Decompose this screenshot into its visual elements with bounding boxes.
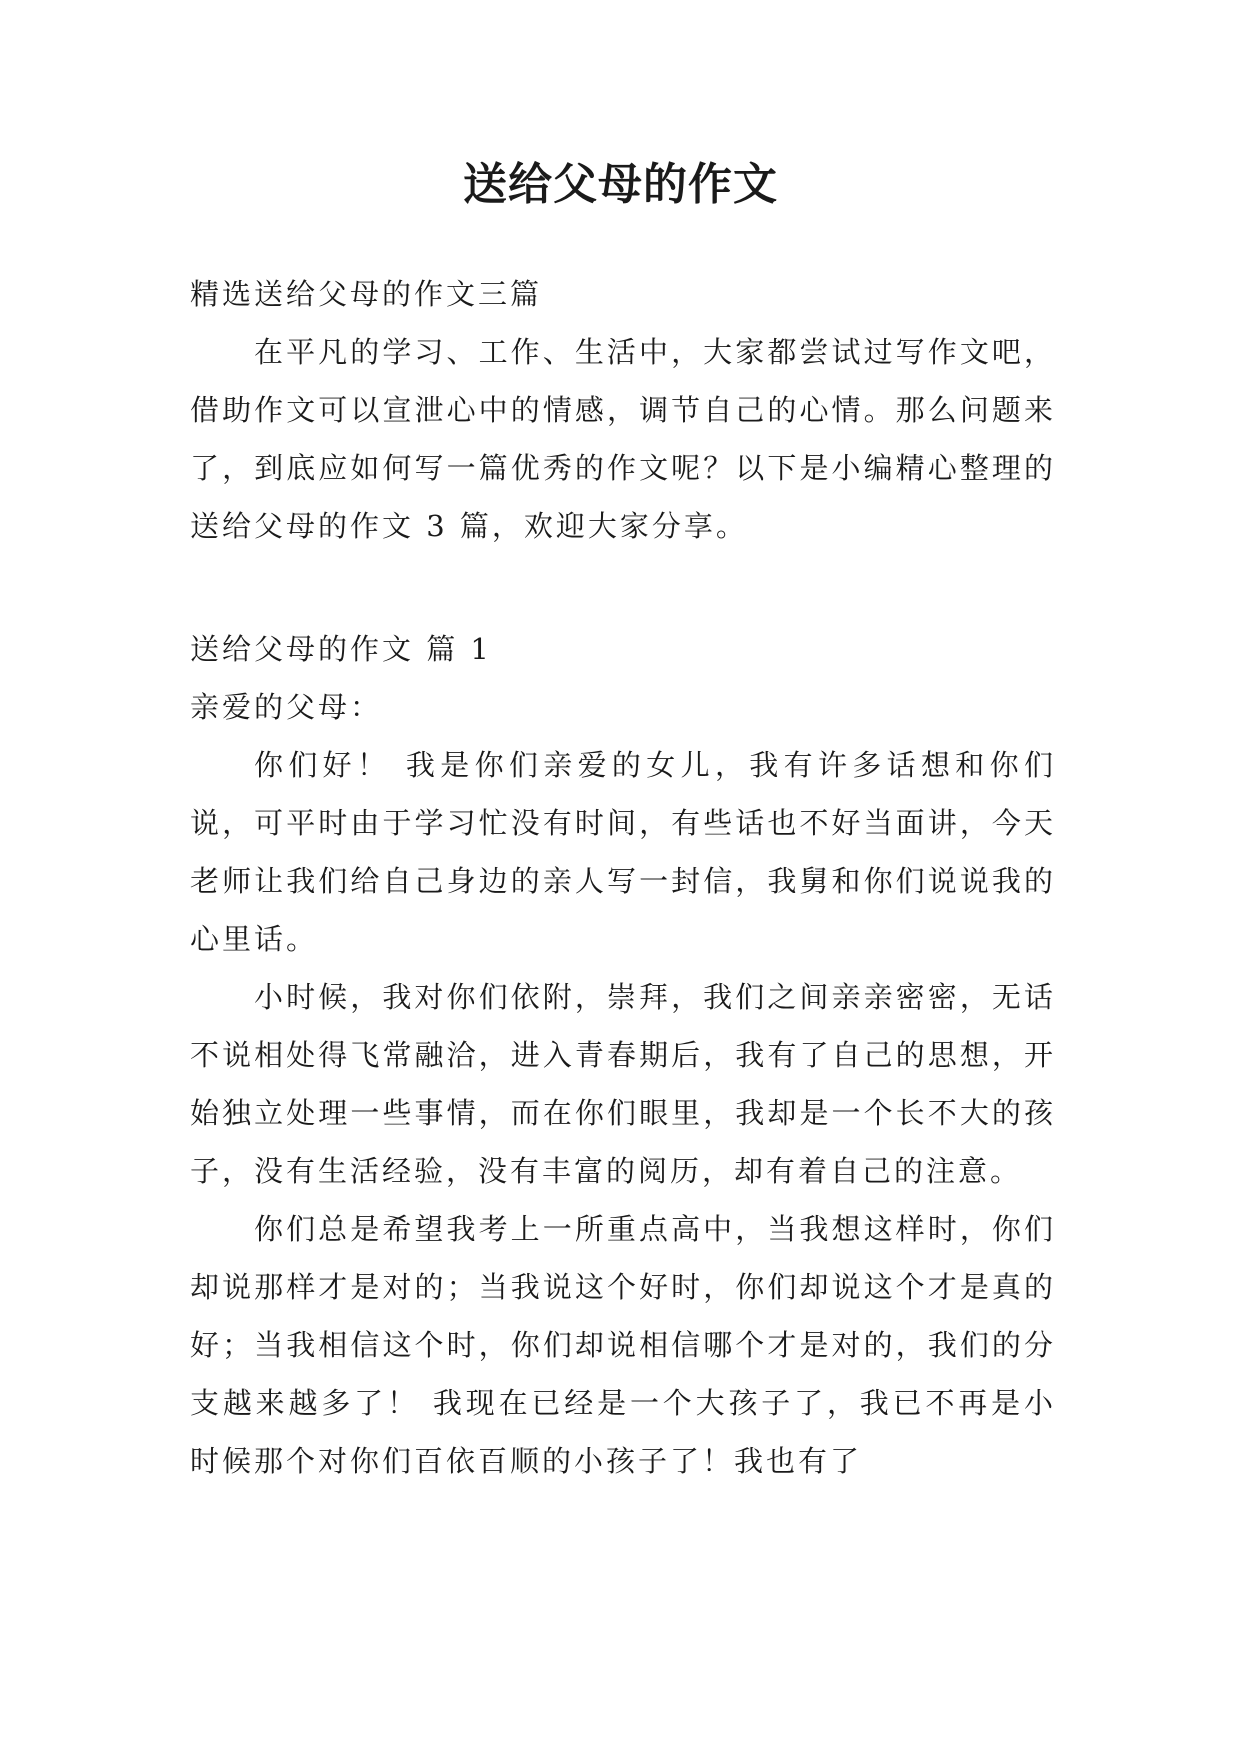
document-body-intro bbox=[190, 265, 1056, 555]
document-subtitle: 精选送给父母的作文三篇 bbox=[190, 277, 543, 311]
document-body-section-1 bbox=[190, 620, 1056, 1490]
letter-paragraph-3: 你们总是希望我考上一所重点高中，当我想这样时，你们却说那样才是对的；当我说这个好时，你们却说这个才是真的好；当我相信这个时，你们却说相信哪个才是对的，我们的分支越来越多了！ 我现在已经是一个大孩子了，我已不再是小时候那个对你们百依百顺的小孩子了！我也有了 bbox=[190, 1212, 1056, 1478]
letter-salutation: 亲爱的父母： bbox=[190, 690, 383, 724]
letter-paragraph-2: 小时候，我对你们依附，崇拜，我们之间亲亲密密，无话不说相处得飞常融洽，进入青春期后，我有了自己的思想，开始独立处理一些事情，而在你们眼里，我却是一个长不大的孩子，没有生活经验，没有丰富的阅历，却有着自己的注意。 bbox=[190, 980, 1056, 1188]
section-heading: 送给父母的作文 篇 1 bbox=[190, 632, 492, 666]
document-title: 送给父母的作文 bbox=[463, 159, 778, 210]
letter-paragraph-1: 你们好！ 我是你们亲爱的女儿，我有许多话想和你们说，可平时由于学习忙没有时间，有些话也不好当面讲，今天老师让我们给自己身边的亲人写一封信，我舅和你们说说我的心里话。 bbox=[190, 748, 1056, 956]
intro-paragraph: 在平凡的学习、工作、生活中，大家都尝试过写作文吧，借助作文可以宣泄心中的情感，调节自己的心情。那么问题来了，到底应如何写一篇优秀的作文呢？以下是小编精心整理的送给父母的作文 3 篇，欢迎大家分享。 bbox=[190, 335, 1056, 543]
